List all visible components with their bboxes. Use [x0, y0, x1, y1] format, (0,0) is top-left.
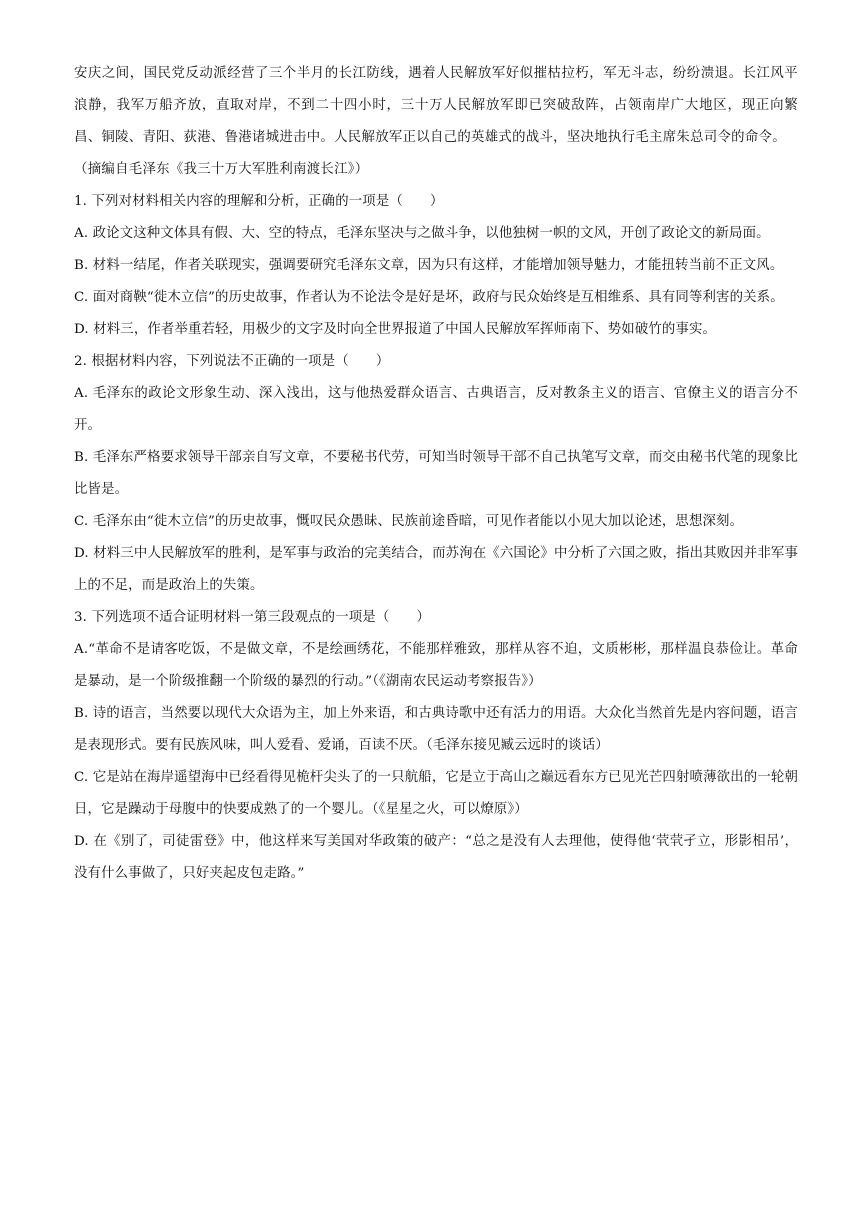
question-stem: 3. 下列选项不适合证明材料一第三段观点的一项是（ ） [74, 610, 430, 625]
option-d: D. 材料三中人民解放军的胜利，是军事与政治的完美结合，而苏洵在《六国论》中分析了六国之败，指出其败因并非军事上的不足，而是政治上的失策。 [74, 546, 798, 593]
document-page [74, 58, 798, 890]
option-d: D. 在《别了，司徒雷登》中，他这样来写美国对华政策的破产：“总之是没有人去理他，使得他‘茕茕孑立，形影相吊’，没有什么事做了，只好夹起皮包走路。” [74, 834, 798, 881]
option-c: C. 面对商鞅“徙木立信”的历史故事，作者认为不论法令是好是坏，政府与民众始终是互相维系、具有同等利害的关系。 [74, 290, 784, 305]
question-stem: 2. 根据材料内容，下列说法不正确的一项是（ ） [74, 354, 390, 369]
question-1 [74, 186, 798, 346]
option-b: B. 材料一结尾，作者关联现实，强调要研究毛泽东文章，因为只有这样，才能增加领导魅力，才能扭转当前不正文风。 [74, 258, 784, 273]
reading-passage [74, 58, 798, 186]
option-a: A. 政论文这种文体具有假、大、空的特点，毛泽东坚决与之做斗争，以他独树一帜的文风，开创了政论文的新局面。 [74, 226, 770, 241]
option-d: D. 材料三，作者举重若轻，用极少的文字及时向全世界报道了中国人民解放军挥师南下、势如破竹的事实。 [74, 322, 717, 337]
question-2 [74, 346, 798, 602]
option-c: C. 毛泽东由“徙木立信”的历史故事，慨叹民众愚昧、民族前途昏暗，可见作者能以小见大加以论述，思想深刻。 [74, 514, 744, 529]
option-a: A. 毛泽东的政论文形象生动、深入浅出，这与他热爱群众语言、古典语言，反对教条主义的语言、官僚主义的语言分不开。 [74, 386, 798, 433]
question-stem: 1. 下列对材料相关内容的理解和分析，正确的一项是（ ） [74, 194, 444, 209]
option-b: B. 毛泽东严格要求领导干部亲自写文章，不要秘书代劳，可知当时领导干部不自己执笔写文章，而交由秘书代笔的现象比比皆是。 [74, 450, 798, 497]
option-b: B. 诗的语言，当然要以现代大众语为主，加上外来语，和古典诗歌中还有活力的用语。大众化当然首先是内容问题，语言是表现形式。要有民族风味，叫人爱看、爱诵，百读不厌。（毛泽东接见臧云远时的谈话） [74, 706, 798, 753]
option-c: C. 它是站在海岸遥望海中已经看得见桅杆尖头了的一只航船，它是立于高山之巅远看东方已见光芒四射喷薄欲出的一轮朝日，它是躁动于母腹中的快要成熟了的一个婴儿。（《星星之火，可以燎原》） [74, 770, 798, 817]
passage-paragraph: 安庆之间，国民党反动派经营了三个半月的长江防线，遇着人民解放军好似摧枯拉朽，军无斗志，纷纷溃退。长江风平浪静，我军万船齐放，直取对岸，不到二十四小时，三十万人民解放军即已突破敌阵，占领南岸广大地区，现正向繁昌、铜陵、青阳、荻港、鲁港诸城进击中。人民解放军正以自己的英雄式的战斗，坚决地执行毛主席朱总司令的命令。 [74, 66, 798, 145]
question-3 [74, 602, 798, 890]
passage-source: （摘编自毛泽东《我三十万大军胜利南渡长江》） [74, 162, 369, 177]
option-a: A.“革命不是请客吃饭，不是做文章，不是绘画绣花，不能那样雅致，那样从容不迫，文质彬彬，那样温良恭俭让。革命是暴动，是一个阶级推翻一个阶级的暴烈的行动。”（《湖南农民运动考察报告》） [74, 642, 798, 689]
